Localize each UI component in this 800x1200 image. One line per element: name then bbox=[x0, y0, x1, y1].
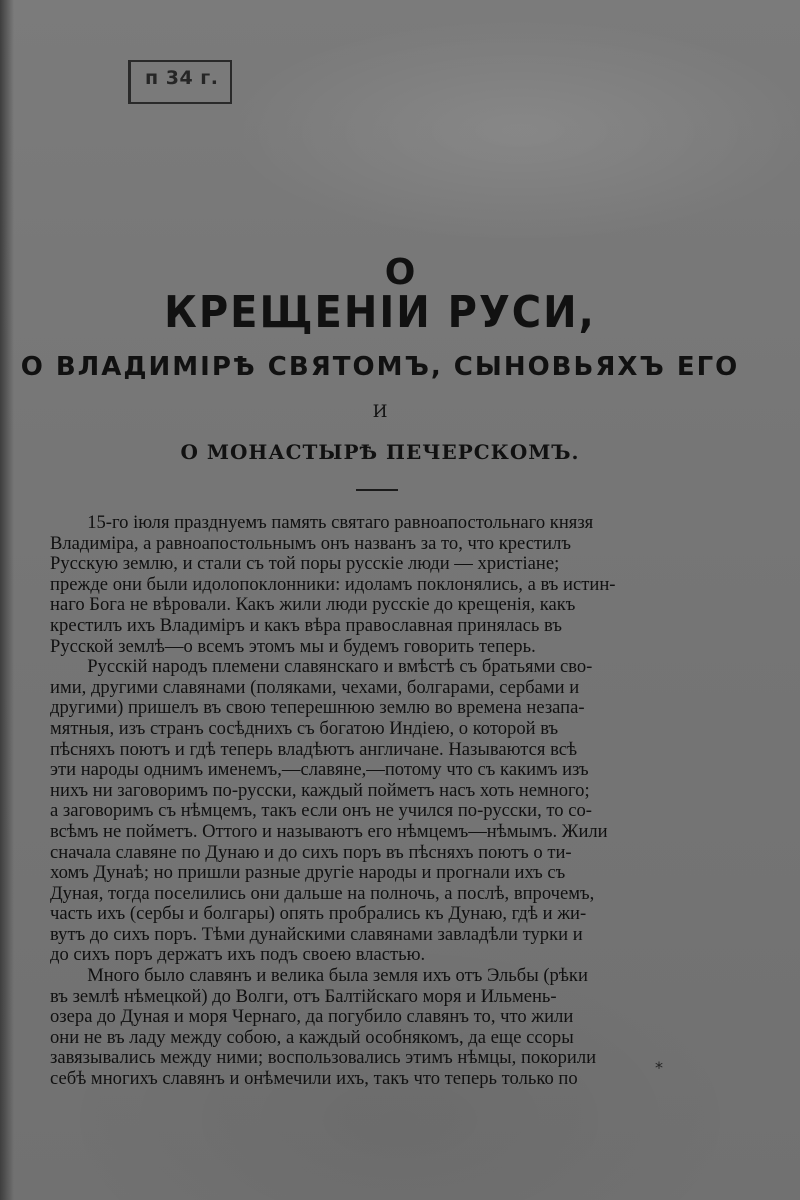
page-edge-shadow bbox=[0, 0, 14, 1200]
signature-mark: * bbox=[655, 1058, 663, 1077]
text-line: мятныя, изъ странъ сосѣднихъ съ богатою Индіею, о которой въ bbox=[50, 717, 559, 739]
title-conjunction: И bbox=[372, 402, 388, 422]
text-line: озера до Дуная и моря Чернаго, да погубило славянъ то, что жили bbox=[50, 1006, 574, 1028]
text-line: нихъ ни заговоримъ по-русски, каждый пойметъ насъ хоть немного; bbox=[50, 779, 590, 801]
stamp-text: п 34 г. bbox=[145, 67, 219, 89]
text-line: Много было славянъ и велика была земля ихъ отъ Эльбы (рѣки bbox=[50, 965, 588, 987]
text-line: пѣсняхъ поютъ и гдѣ теперь владѣютъ англичане. Называются всѣ bbox=[50, 738, 578, 760]
text-line: всѣмъ не пойметъ. Оттого и называютъ его нѣмцемъ—нѣмымъ. Жили bbox=[50, 820, 608, 842]
text-line: Русскій народъ племени славянскаго и вмѣстѣ съ братьями сво- bbox=[50, 656, 593, 678]
text-line: наго Бога не вѣровали. Какъ жили люди русскіе до крещенія, какъ bbox=[50, 594, 576, 616]
text-line: крестилъ ихъ Владиміръ и какъ вѣра православная принялась въ bbox=[50, 614, 562, 636]
text-line: 15-го іюля празднуемъ память святаго равноапостольнаго князя bbox=[50, 512, 594, 533]
text-line: себѣ многихъ славянъ и онѣмечили ихъ, такъ что теперь только по bbox=[50, 1068, 578, 1090]
text-line: вутъ до сихъ поръ. Тѣми дунайскими славянами завладѣли турки и bbox=[50, 923, 583, 945]
text-line: другими) пришелъ въ свою теперешнюю землю во времена незапа- bbox=[50, 697, 585, 719]
text-line: завязывались между ними; воспользовались этимъ нѣмцы, покорили bbox=[50, 1047, 597, 1069]
library-stamp bbox=[128, 60, 232, 104]
text-line: хомъ Дунаѣ; но пришли разные другіе народы и прогнали ихъ съ bbox=[50, 862, 566, 884]
text-line: Русскую землю, и стали съ той поры русскіе люди — христіане; bbox=[50, 553, 560, 575]
title-monastery: О МОНАСТЫРѢ ПЕЧЕРСКОМЪ. bbox=[180, 440, 580, 464]
title-divider bbox=[356, 489, 398, 491]
text-line: эти народы однимъ именемъ,—славяне,—потому что съ какимъ изъ bbox=[50, 759, 589, 781]
title-preposition: О bbox=[384, 252, 416, 293]
text-line: а заговоримъ съ нѣмцемъ, такъ если онъ не учился по-русски, то со- bbox=[50, 800, 592, 822]
text-line: Владиміра, а равноапостольнымъ онъ названъ за то, что крестилъ bbox=[50, 532, 571, 554]
text-line: ими, другими славянами (поляками, чехами, болгарами, сербами и bbox=[50, 676, 580, 698]
text-line: Русской землѣ—о всемъ этомъ мы и будемъ говорить теперь. bbox=[50, 635, 536, 657]
body-text bbox=[50, 513, 705, 1090]
page-title: КРЕЩЕНІИ РУСИ, bbox=[164, 288, 596, 338]
text-line: сначала славяне по Дунаю и до сихъ поръ въ пѣсняхъ поютъ о ти- bbox=[50, 841, 572, 863]
text-line: Дуная, тогда поселились они дальше на полночь, а послѣ, впрочемъ, bbox=[50, 882, 595, 904]
text-line: до сихъ поръ держатъ ихъ подъ своею властью. bbox=[50, 944, 426, 966]
text-line: прежде они были идолопоклонники: идоламъ поклонялись, а въ истин- bbox=[50, 573, 616, 595]
page-subtitle: О ВЛАДИМІРѢ СВЯТОМЪ, СЫНОВЬЯХЪ ЕГО bbox=[20, 352, 740, 382]
text-line: въ землѣ нѣмецкой) до Волги, отъ Балтійскаго моря и Ильмень- bbox=[50, 985, 557, 1007]
text-line: часть ихъ (сербы и болгары) опять пробрались къ Дунаю, гдѣ и жи- bbox=[50, 903, 587, 925]
text-line: они не въ ладу между собою, а каждый особнякомъ, да еще ссоры bbox=[50, 1026, 574, 1048]
